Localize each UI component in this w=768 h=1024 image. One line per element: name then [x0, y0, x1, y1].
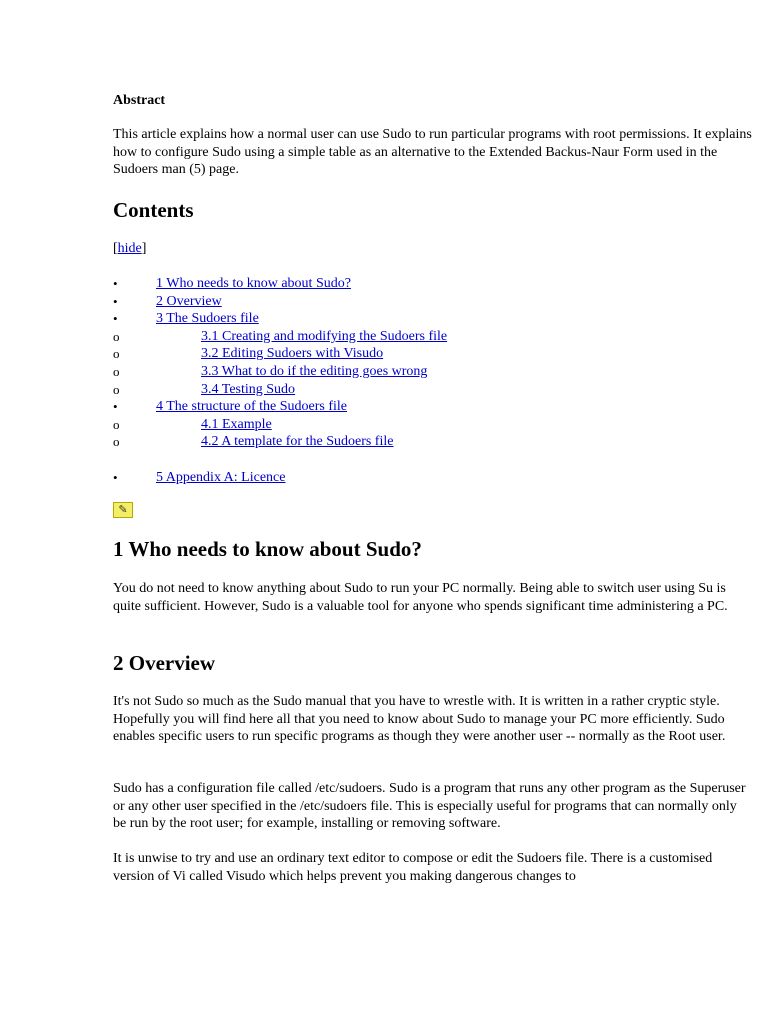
hide-bracket-close: ] [141, 241, 147, 256]
toc-hide-toggle [113, 240, 146, 258]
toc-subitem [113, 328, 753, 346]
toc-bullet: • [113, 293, 118, 309]
toc-sub-bullet: o [113, 381, 120, 397]
toc-link[interactable]: 2 Overview [156, 293, 222, 309]
section2-paragraph-3: It is unwise to try and use an ordinary text editor to compose or edit the Sudoers file. There is a customised version of Vi called Visudo which helps prevent you making dangerous changes to [113, 851, 713, 884]
toc-bullet: • [113, 469, 118, 485]
toc-link[interactable]: 3.3 What to do if the editing goes wrong [201, 363, 428, 379]
toc-link[interactable]: 1 Who needs to know about Sudo? [156, 276, 351, 291]
table-of-contents [113, 275, 753, 487]
toc-sub-bullet: o [113, 346, 120, 362]
toc-item [113, 310, 753, 328]
toc-link[interactable]: 3 The Sudoers file [156, 311, 259, 327]
toc-sub-bullet: o [113, 416, 120, 432]
toc-sub-bullet: o [113, 328, 120, 344]
toc-subitem [113, 381, 753, 399]
toc-item [113, 398, 753, 416]
toc-subitem [113, 416, 753, 434]
toc-item [113, 275, 753, 293]
toc-link[interactable]: 3.1 Creating and modifying the Sudoers file [201, 328, 448, 344]
contents-heading: Contents [113, 198, 194, 222]
toc-subitem [113, 363, 753, 381]
toc-bullet: • [113, 399, 118, 415]
toc-link[interactable]: 3.4 Testing Sudo [201, 381, 296, 397]
toc-bullet: • [113, 276, 118, 291]
section2-paragraph-2: Sudo has a configuration file called /etc/sudoers. Sudo is a program that runs any other program as the Superuser or any other user specified in the /etc/sudoers file. This is especially useful for programs that can normally only be run by the root user; for example, installing or removing software. [113, 781, 746, 831]
section2-heading: 2 Overview [113, 651, 216, 675]
pencil-edit-icon[interactable]: ✎ [113, 502, 133, 518]
toc-subitem [113, 345, 753, 363]
section1-body: You do not need to know anything about Sudo to run your PC normally. Being able to switch user using Su is quite sufficient. However, Sudo is a valuable tool for anyone who spends significant time administering a PC. [113, 581, 728, 614]
toc-link[interactable]: 4.1 Example [201, 416, 272, 432]
toc-bullet: • [113, 311, 118, 327]
abstract-body: This article explains how a normal user can use Sudo to run particular programs with root permissions. It explains how to configure Sudo using a simple table as an alternative to the Extended Backus-Naur Form used in the Sudoers man (5) page. [113, 127, 752, 177]
toc-sub-bullet: o [113, 363, 120, 379]
hide-bracket-open: [ [113, 241, 118, 256]
section1-heading: 1 Who needs to know about Sudo? [113, 537, 422, 561]
toc-link[interactable]: 5 Appendix A: Licence [156, 469, 286, 485]
toc-link[interactable]: 4.2 A template for the Sudoers file [201, 434, 394, 450]
toc-link[interactable]: 4 The structure of the Sudoers file [156, 399, 348, 415]
section2-paragraph-1: It's not Sudo so much as the Sudo manual that you have to wrestle with. It is written in a rather cryptic style. Hopefully you will find here all that you need to know about Sudo to manage your PC more efficiently. Sudo enables specific users to run specific programs as though they were another user -- normally as the Root user. [113, 694, 726, 744]
hide-link[interactable]: hide [117, 241, 142, 256]
toc-sub-bullet: o [113, 434, 120, 450]
toc-item [113, 293, 753, 311]
abstract-heading: Abstract [113, 93, 166, 108]
toc-link[interactable]: 3.2 Editing Sudoers with Visudo [201, 346, 384, 362]
toc-subitem [113, 433, 753, 451]
toc-item [113, 469, 753, 487]
